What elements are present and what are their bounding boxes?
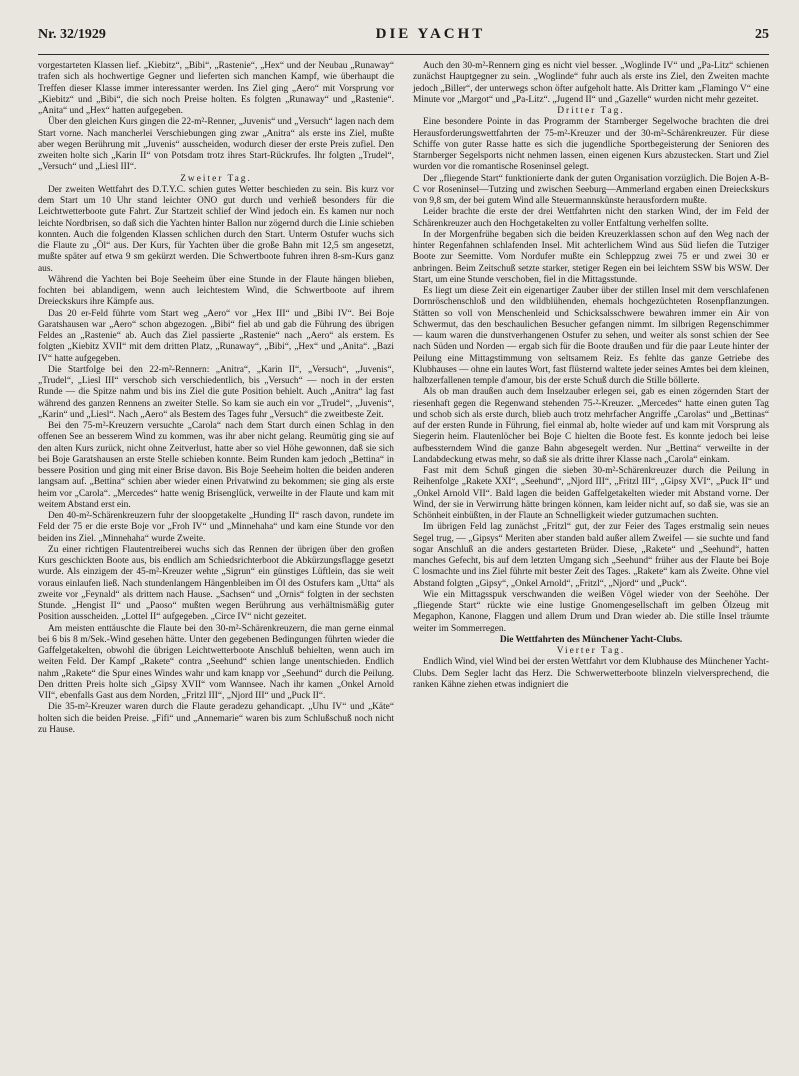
paragraph: Eine besondere Pointe in das Programm der Starnberger Segelwoche brachten die drei Herausforderungswettfahrten der 75-m²-Kreuzer und der 30-m²-Schärenkreuzer. Für diese Schiffe von guter Rasse hatte es sich die jugendliche Sportbegeisterung der Senioren des Starnberger Segelsports nicht nehmen lassen, einen eigenen Kurs abzustecken. Start und Ziel wurden vor die romantische Roseninsel gelegt. [413, 117, 769, 173]
magazine-title: DIE YACHT [375, 26, 486, 42]
issue-number: Nr. 32/1929 [38, 27, 106, 42]
right-column [413, 61, 769, 736]
paragraph: Auch den 30-m²-Rennern ging es nicht viel besser. „Woglinde IV“ und „Pa-Litz“ schienen zunächst Hauptgegner zu sein. „Woglinde“ fuhr auch als erste ins Ziel, den Zweiten machte jedoch „Biller“, der unterwegs schon öfter aufgeholt hatte. Als Dritter kam „Flamingo V“ eine Minute vor „Margot“ und „Pa-Litz“. „Jugend II“ und „Gazelle“ wurden nicht mehr gezeitet. [413, 61, 769, 105]
section-heading: Dritter Tag. [557, 106, 625, 116]
paragraph: vorgestarteten Klassen lief. „Kiebitz“, „Bibi“, „Rastenie“, „Hex“ und der Neubau „Runaway“ trafen sich als hochwertige Gegner und lieferten sich manchen Kampf, wie überhaupt die Treffen dieser Klasse immer interessanter werden. Ins Ziel ging „Aero“ mit Vorsprung vor „Kiebitz“ und „Bibi“, die sich noch Preise holten. Es folgten „Runaway“ und „Rastenie“. „Anita“ und „Hex“ hatten aufgegeben. [38, 61, 394, 116]
paragraph: Über den gleichen Kurs gingen die 22-m²-Renner, „Juvenis“ und „Versuch“ lagen nach dem Start vorne. Nach mancherlei Verschiebungen ging zwar „Anitra“ als erste ins Ziel, mußte aber wegen Berührung mit „Juvenis“ ausscheiden, wodurch dieser der erste Preis zufiel. Den zweiten holte sich „Karin II“ von Potsdam trotz ihres Start-Rückrufes. Ihr folgten „Trudel“, „Versuch“ und „Liesl III“. [38, 117, 394, 173]
paragraph: In der Morgenfrühe begaben sich die beiden Kreuzerklassen schon auf den Weg nach der hinter Regenfahnen schlafenden Insel. Mit achterlichem Wind aus Süd liefen die Tutziger Boote zur Seemitte. Vom Nordufer mußte ein Schleppzug zwei 75 er und zwei 30 er anbringen. Beim Zeitschuß setzte starker, stetiger Regen ein bei leichtem SSW bis WSW. Der Start, um eine Stunde verschoben, fiel in die Mittagsstunde. [413, 229, 769, 285]
paragraph: Am meisten enttäuschte die Flaute bei den 30-m²-Schärenkreuzern, die man gerne einmal bei 6 bis 8 m/Sek.-Wind gesehen hätte. Unter den gegebenen Bedingungen führten wieder die Gaffelgetakelten, obwohl die übrigen Leichtwetterboote Anschluß behielten, wenn auch im weiten Feld. Der Kampf „Rakete“ contra „Seehund“ schien lange unentschieden. Endlich nahm „Rakete“ die Spur eines Windes wahr und kam knapp vor „Seehund“ durch die Peilung. Den dritten Preis holte sich „Gipsy XVII“ vom Wannsee. Nach ihr kamen „Onkel Arnold VII“, ebenfalls Gast aus dem Norden, „Fritzl III“, „Njord III“ und „Puck II“. [38, 623, 394, 701]
page-number: 25 [754, 27, 769, 42]
section-heading: Zweiter Tag. [180, 173, 252, 184]
paragraph: Im übrigen Feld lag zunächst „Fritzl“ gut, der zur Feier des Tages erstmalig sein neues Segel trug, — „Gipsys“ Meriten aber standen bald außer allem Zweifel — sie suchte und fand sogar Anschluß an die anders gestarteten Brüder. Diese, „Rakete“ und „Seehund“, hatten manches Gefecht, bis auf dem letzten Umgang sich „Seehund“ früher aus der Flaute bei Boje C losmachte und ins Ziel führte mit bester Zeit des Tages. „Rakete“ kam als Zweite. Ohne viel Abstand folgten „Gipsy“, „Onkel Arnold“, „Fritzl“, „Njord“ und „Puck“. [413, 522, 769, 589]
text-columns [38, 61, 769, 736]
paragraph: Leider brachte die erste der drei Wettfahrten nicht den starken Wind, der im Feld der Schärenkreuzer auch den Hochgetakelten zu voller Entfaltung verhelfen sollte. [413, 207, 769, 229]
page-header [38, 26, 769, 55]
paragraph: Zu einer richtigen Flautentreiberei wuchs sich das Rennen der übrigen über den großen Kurs geschickten Boote aus, bis endlich am Schiedsrichterboot die Abkürzungsflagge gesetzt wurde. Als einzigem der 45-m²-Kreuzer wehte „Sigrun“ ein günstiges Lüftlein, das sie weit voraus einlaufen ließ. Nach stundenlangem Hängenbleiben im Öl des Ostufers kam „Utta“ als zweite vor „Feynald“ als drittem nach Hause. „Sachsen“ und „Ornis“ folgten in der sechsten Stunde. „Hengist II“ und „Paoso“ mußten wegen Berührung aus verhältnismäßig guter Position ausscheiden. „Lottel II“ aufgegeben. „Circe IV“ nicht gezeitet. [38, 544, 394, 623]
section-heading: Vierter Tag. [556, 646, 626, 656]
paragraph: Es liegt um diese Zeit ein eigenartiger Zauber über der stillen Insel mit dem verschlafenen Dornröschenschloß und den wildblühenden, ehemals hochgezüchteten Rosenpflanzungen. Stätten so voll von Menschenleid und Schicksalsschwere bewahren immer ein Air von Schwermut, das den beschaulichen Besucher gefangen nimmt. Im silbrigen Regenschimmer — kaum waren die dunstverhangenen Ostufer zu sehen, und weiter als sonst schien der See nach Süden und Norden — ergab sich für die Boote draußen und für die paar Leute hinter der Peilung eine Mittagstimmung von seltsamem Reiz. Es fehlte das ganze Getriebe des Klubhauses — ohne ein lautes Wort, fast flüsternd waltete jeder seines Amtes bei dem kleinen, halbzerfallenen temple d'amour, bis der erste Schuß durch die Stille böllerte. [413, 286, 769, 386]
paragraph: Endlich Wind, viel Wind bei der ersten Wettfahrt vor dem Klubhause des Münchener Yacht-Clubs. Dem Segler lacht das Herz. Die Schwerwetterboote blinzeln vielversprechend, die ranken Kähne ziehen etwas indigniert die [413, 657, 769, 690]
paragraph: Das 20 er-Feld führte vom Start weg „Aero“ vor „Hex III“ und „Bibi IV“. Bei Boje Garatshausen war „Aero“ schon abgezogen. „Bibi“ fiel ab und gab die Führung des übrigen Feldes an „Rastenie“ ab. Auch das Ziel passierte „Rastenie“ nach „Aero“ als erstem. Es folgten „Kiebitz XVII“ mit dem dritten Platz, „Runaway“, „Bibi“, „Hex“ und „Anita“. „Bazi IV“ hatte aufgegeben. [38, 308, 394, 364]
paragraph: Die 35-m²-Kreuzer waren durch die Flaute geradezu gehandicapt. „Uhu IV“ und „Käte“ holten sich die beiden Preise. „Fifi“ und „Annemarie“ waren bis zum Schlußschuß noch nicht zu Hause. [38, 702, 394, 735]
article-heading: Die Wettfahrten des Münchener Yacht-Clubs. [499, 634, 683, 645]
paragraph: Den 40-m²-Schärenkreuzern fuhr der sloopgetakelte „Hunding II“ rasch davon, rundete im Feld der 75 er die erste Boje vor „Froh IV“ und „Minnehaha“ und kam eine Stunde vor den beiden ins Ziel. „Minnehaha“ wurde Zweite. [38, 511, 394, 544]
left-column [38, 61, 394, 736]
paragraph: Fast mit dem Schuß gingen die sieben 30-m²-Schärenkreuzer durch die Peilung in Reihenfolge „Rakete XXI“, „Seehund“, „Njord III“, „Fritzl III“, „Gipsy XVI“, „Puck II“ und „Onkel Arnold VII“. Bald lagen die beiden Gaffelgetakelten wieder mit Abstand vorne. Der Wind, der sie in Verwirrung hätte bringen können, kam leider nicht auf, so daß sie, was sie an Schönheit einbüßten, in der Flaute an Schnelligkeit wieder gutzumachen suchten. [413, 466, 769, 521]
paragraph: Während die Yachten bei Boje Seeheim über eine Stunde in der Flaute hängen blieben, fochten bei ablandigem, wenn auch leichtestem Wind, die Schwertboote auf ihrem Dreieckskurs ihre Kämpfe aus. [38, 274, 394, 308]
paragraph: Der „fliegende Start“ funktionierte dank der guten Organisation vorzüglich. Die Bojen A-B-C vor Roseninsel—Tutzing und zwischen Seeburg—Ammerland ergaben einen Dreieckskurs von 9,8 sm, der bei gutem Wind alle Steuermannskünste herausfordern mußte. [413, 173, 769, 206]
paragraph: Der zweiten Wettfahrt des D.T.Y.C. schien gutes Wetter beschieden zu sein. Bis kurz vor dem Start um 10 Uhr stand leichter ONO gut durch und verhieß besonders für die Leichtwetterboote gute Fahrt. Zur Startzeit schlief der Wind jedoch ein. Es kamen nur noch leichte Nordbrisen, so daß sich die Yachten hinter Ballon nur zögernd durch die Linie schieben konnten. Auch die folgenden Klassen schlichen durch den Start. Unterm Ostufer wuchs sich die Flaute zu „Öl“ aus. Der Kurs, für Yachten über die große Bahn mit 12,5 sm angesetzt, mußte später auf etwa 9 sm gekürzt werden. Die Schwertboote fuhren ihren 8-sm-Kurs ganz aus. [38, 184, 394, 274]
paragraph: Wie ein Mittagsspuk verschwanden die weißen Vögel wieder von der Seehöhe. Der „fliegende Start“ rückte wie eine lustige Gnomengesellschaft im gelben Ölzeug mit Megaphon, Kanone, Flaggen und allem Drum und Dran wieder ab. Die stille Insel träumte weiter im Sommerregen. [413, 589, 769, 634]
paragraph: Als ob man draußen auch dem Inselzauber erlegen sei, gab es einen zögernden Start der riesenhaft gegen die Regenwand stehenden 75-²-Kreuzer. „Mercedes“ hatte einen guten Tag und schob sich als erste durch, blieb auch trotz mehrfacher Angriffe „Carolas“ und „Bettinas“ auf der ersten Runde in Führung, fiel einmal ab, holte wieder auf und kam mit Vorsprung als Siegerin heim. Flautenlöcher bei Boje C hielten die Boote fest. Es konnte jedoch bei leise aufbessterndem Wind die ganze Bahn abgesegelt werden. Nur „Bettina“ verweilte in der Landabdeckung etwas mehr, so daß sie als dritte ihrer Klasse nach „Carola“ einkam. [413, 387, 769, 465]
paragraph: Die Startfolge bei den 22-m²-Rennern: „Anitra“, „Karin II“, „Versuch“, „Juvenis“, „Trudel“, „Liesl III“ verschob sich verschiedentlich, bis „Versuch“ — noch in der ersten Runde — die Spitze nahm und bis ins Ziel die gute Position behielt. Auch „Anitra“ lag fast während des ganzen Rennens an zweiter Stelle. So kam sie auch ein vor „Trudel“, „Juvenis“, „Karin“ und „Liesl“. Nach „Aero“ als Bestem des Tages fuhr „Versuch“ die zweitbeste Zeit. [38, 364, 394, 420]
paragraph: Bei den 75-m²-Kreuzern versuchte „Carola“ nach dem Start durch einen Schlag in den offenen See an besserem Wind zu kommen, was ihr aber nicht gelang. Reumütig ging sie auf den alten Kurs zurück, nicht ohne Zeitverlust, hatte aber so viel Höhe gewonnen, daß sie sich bei Boje Garatshausen an erste Stelle schieben konnte. Beim Runden kam jedoch „Bettina“ in bessere Position und ging mit einer Brise davon. Bis Boje Seeheim holten die beiden anderen langsam auf. „Bettina“ schien aber wieder einen Privatwind zu bekommen; sie ging als erste heim vor „Carola“. „Mercedes“ hatte wenig Brisenglück, verweilte in der Flaute und kam mit weitem Abstand erst ein. [38, 421, 394, 510]
